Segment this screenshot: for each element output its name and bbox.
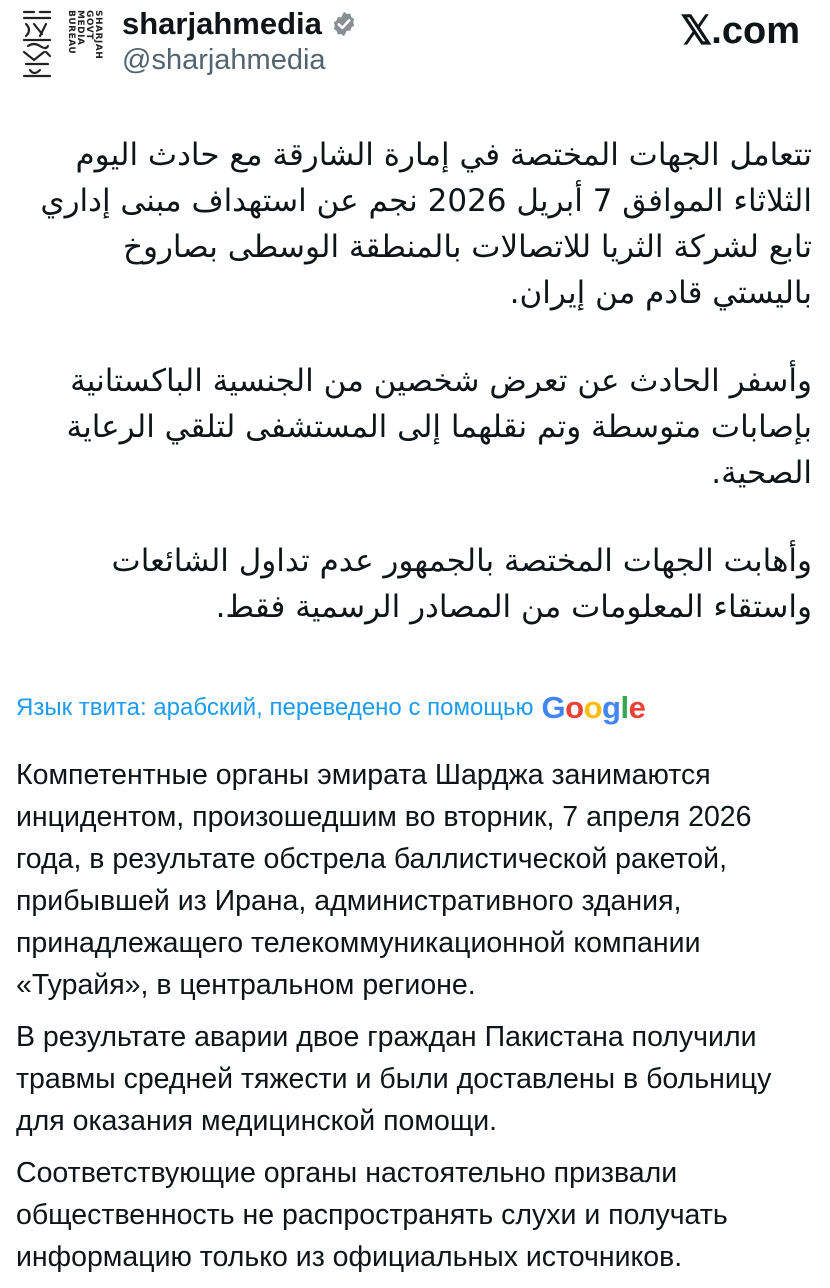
tweet-text-arabic bbox=[16, 132, 812, 630]
logo-mark-icon bbox=[20, 6, 54, 82]
arabic-paragraph: وأهابت الجهات المختصة بالجمهور عدم تداول الشائعات واستقاء المعلومات من المصادر الرسمية فقط. bbox=[111, 543, 812, 625]
arabic-paragraph: وأسفر الحادث عن تعرض شخصين من الجنسية الباكستانية بإصابات متوسطة وتم نقلهما إلى المستشفى لتلقي الرعاية الصحية. bbox=[66, 363, 812, 491]
x-com-brand bbox=[680, 8, 800, 54]
site-label: .com bbox=[711, 9, 800, 52]
google-logo: Google bbox=[541, 690, 646, 725]
translation-label[interactable]: Язык твита: арабский, переведено с помощью bbox=[16, 694, 534, 721]
translation-attribution[interactable] bbox=[16, 690, 816, 726]
display-name-text[interactable]: sharjahmedia bbox=[122, 6, 322, 41]
x-logo-icon: 𝕏 bbox=[680, 9, 712, 53]
translated-paragraph: В результате аварии двое граждан Пакистана получили травмы средней тяжести и были доставлены в больницу для оказания медицинской помощи. bbox=[16, 1021, 772, 1137]
sharjah-media-logo-icon[interactable] bbox=[20, 6, 103, 82]
account-display-name[interactable] bbox=[122, 6, 358, 42]
arabic-paragraph: تتعامل الجهات المختصة في إمارة الشارقة مع حادث اليوم الثلاثاء الموافق 7 أبريل 2026 نجم عن استهداف مبنى إداري تابع لشركة الثريا للاتصالات بالمنطقة الوسطى بصاروخ باليستي قادم من إيران. bbox=[40, 137, 812, 311]
logo-caption: SHARJAH GOVT MEDIA BUREAU bbox=[66, 10, 103, 60]
account-handle[interactable]: @sharjahmedia bbox=[122, 44, 326, 76]
tweet-header bbox=[0, 0, 830, 100]
verified-badge-icon bbox=[330, 10, 358, 38]
translated-paragraph: Компетентные органы эмирата Шарджа занимаются инцидентом, произошедшим во вторник, 7 апреля 2026 года, в результате обстрела баллистической ракетой, прибывшей из Ирана, административного здания, принадлежащего телекоммуникационной компании «Турайя», в центральном регионе. bbox=[16, 759, 752, 1001]
tweet-text-translated bbox=[16, 754, 812, 1288]
translated-paragraph: Соответствующие органы настоятельно призвали общественность не распространять слухи и получать информацию только из официальных источников. bbox=[16, 1157, 728, 1273]
